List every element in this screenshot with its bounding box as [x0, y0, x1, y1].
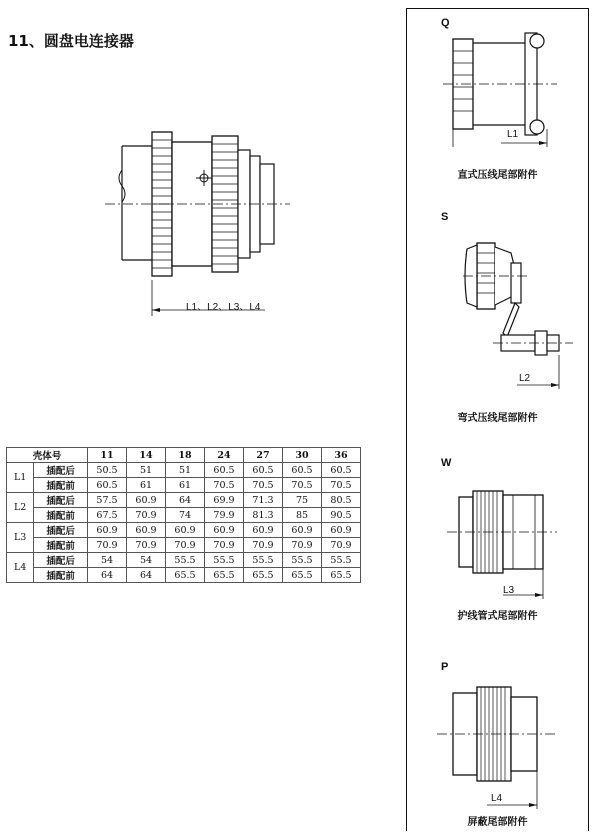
- column-header: 36: [322, 448, 361, 463]
- table-cell: 67.5: [88, 508, 127, 523]
- column-header: 18: [166, 448, 205, 463]
- table-cell: 51: [127, 463, 166, 478]
- page-title: 11、圆盘电连接器: [8, 32, 134, 50]
- dimension-label: L4: [491, 793, 503, 804]
- row-sub-label: 插配后: [34, 463, 88, 478]
- table-cell: 57.5: [88, 493, 127, 508]
- table-cell: 70.9: [283, 538, 322, 553]
- table-row: [7, 523, 361, 538]
- table-cell: 70.5: [244, 478, 283, 493]
- table-cell: 71.3: [244, 493, 283, 508]
- table-cell: 60.9: [322, 523, 361, 538]
- table-cell: 64: [88, 568, 127, 583]
- accessory-q: [407, 9, 588, 199]
- table-cell: 61: [127, 478, 166, 493]
- header-shell-label: 壳体号: [7, 448, 88, 463]
- table-cell: 60.5: [88, 478, 127, 493]
- table-cell: 70.5: [322, 478, 361, 493]
- dimension-label: L2: [519, 373, 531, 384]
- dimension-label: L1、L2、L3、L4: [186, 302, 261, 313]
- table-cell: 54: [88, 553, 127, 568]
- accessory-caption: 弯式压线尾部附件: [457, 413, 538, 424]
- table-cell: 55.5: [322, 553, 361, 568]
- group-label: L1: [7, 463, 34, 493]
- group-label: L3: [7, 523, 34, 553]
- row-sub-label: 插配后: [34, 553, 88, 568]
- table-cell: 51: [166, 463, 205, 478]
- table-row: [7, 568, 361, 583]
- accessory-letter: P: [441, 661, 449, 673]
- column-header: 30: [283, 448, 322, 463]
- table-cell: 70.9: [205, 538, 244, 553]
- table-cell: 65.5: [322, 568, 361, 583]
- accessory-s: [407, 199, 588, 429]
- straight-clamp-drawing: [407, 29, 588, 169]
- table-cell: 65.5: [283, 568, 322, 583]
- group-label: L4: [7, 553, 34, 583]
- table-cell: 65.5: [244, 568, 283, 583]
- table-cell: 64: [127, 568, 166, 583]
- table-cell: 60.9: [127, 523, 166, 538]
- table-cell: 61: [166, 478, 205, 493]
- accessory-p: [407, 649, 588, 831]
- table-cell: 70.5: [283, 478, 322, 493]
- table-cell: 70.9: [244, 538, 283, 553]
- table-cell: 70.9: [166, 538, 205, 553]
- dimension-label: L1: [507, 129, 519, 140]
- table-cell: 69.9: [205, 493, 244, 508]
- table-cell: 60.5: [322, 463, 361, 478]
- table-cell: 60.9: [283, 523, 322, 538]
- table-row: [7, 478, 361, 493]
- column-header: 27: [244, 448, 283, 463]
- table-row: [7, 463, 361, 478]
- spec-table: [6, 447, 361, 583]
- accessory-caption: 直式压线尾部附件: [457, 170, 538, 181]
- table-cell: 60.5: [283, 463, 322, 478]
- table-cell: 60.9: [244, 523, 283, 538]
- accessory-w: [407, 447, 588, 637]
- row-sub-label: 插配前: [34, 568, 88, 583]
- table-cell: 60.9: [205, 523, 244, 538]
- table-cell: 60.9: [127, 493, 166, 508]
- angled-clamp-drawing: [407, 223, 588, 413]
- table-cell: 74: [166, 508, 205, 523]
- row-sub-label: 插配前: [34, 478, 88, 493]
- table-row: [7, 538, 361, 553]
- table-cell: 65.5: [205, 568, 244, 583]
- table-cell: 60.5: [244, 463, 283, 478]
- table-row: [7, 553, 361, 568]
- accessory-letter: S: [441, 211, 449, 223]
- table-cell: 80.5: [322, 493, 361, 508]
- accessory-caption: 护线管式尾部附件: [457, 611, 538, 622]
- conduit-adapter-drawing: [407, 481, 588, 621]
- table-cell: 70.9: [322, 538, 361, 553]
- table-cell: 81.3: [244, 508, 283, 523]
- accessory-caption: 屏蔽尾部附件: [467, 817, 528, 828]
- table-cell: 60.5: [205, 463, 244, 478]
- row-sub-label: 插配后: [34, 493, 88, 508]
- table-cell: 60.9: [88, 523, 127, 538]
- connector-drawing: [100, 120, 300, 320]
- table-cell: 50.5: [88, 463, 127, 478]
- table-header-row: [7, 448, 361, 463]
- column-header: 14: [127, 448, 166, 463]
- column-header: 11: [88, 448, 127, 463]
- table-cell: 55.5: [166, 553, 205, 568]
- row-sub-label: 插配前: [34, 508, 88, 523]
- table-cell: 85: [283, 508, 322, 523]
- dimension-label: L3: [503, 585, 515, 596]
- column-header: 24: [205, 448, 244, 463]
- accessory-letter: Q: [441, 17, 450, 29]
- table-cell: 54: [127, 553, 166, 568]
- table-cell: 55.5: [283, 553, 322, 568]
- table-cell: 55.5: [244, 553, 283, 568]
- table-cell: 64: [166, 493, 205, 508]
- table-cell: 90.5: [322, 508, 361, 523]
- table-cell: 70.5: [205, 478, 244, 493]
- table-cell: 70.9: [88, 538, 127, 553]
- accessory-letter: W: [441, 457, 452, 469]
- table-row: [7, 508, 361, 523]
- table-cell: 75: [283, 493, 322, 508]
- table-cell: 70.9: [127, 508, 166, 523]
- table-cell: 60.9: [166, 523, 205, 538]
- group-label: L2: [7, 493, 34, 523]
- row-sub-label: 插配后: [34, 523, 88, 538]
- row-sub-label: 插配前: [34, 538, 88, 553]
- accessories-panel: [406, 8, 589, 831]
- table-cell: 79.9: [205, 508, 244, 523]
- table-cell: 70.9: [127, 538, 166, 553]
- table-row: [7, 493, 361, 508]
- table-cell: 65.5: [166, 568, 205, 583]
- table-cell: 55.5: [205, 553, 244, 568]
